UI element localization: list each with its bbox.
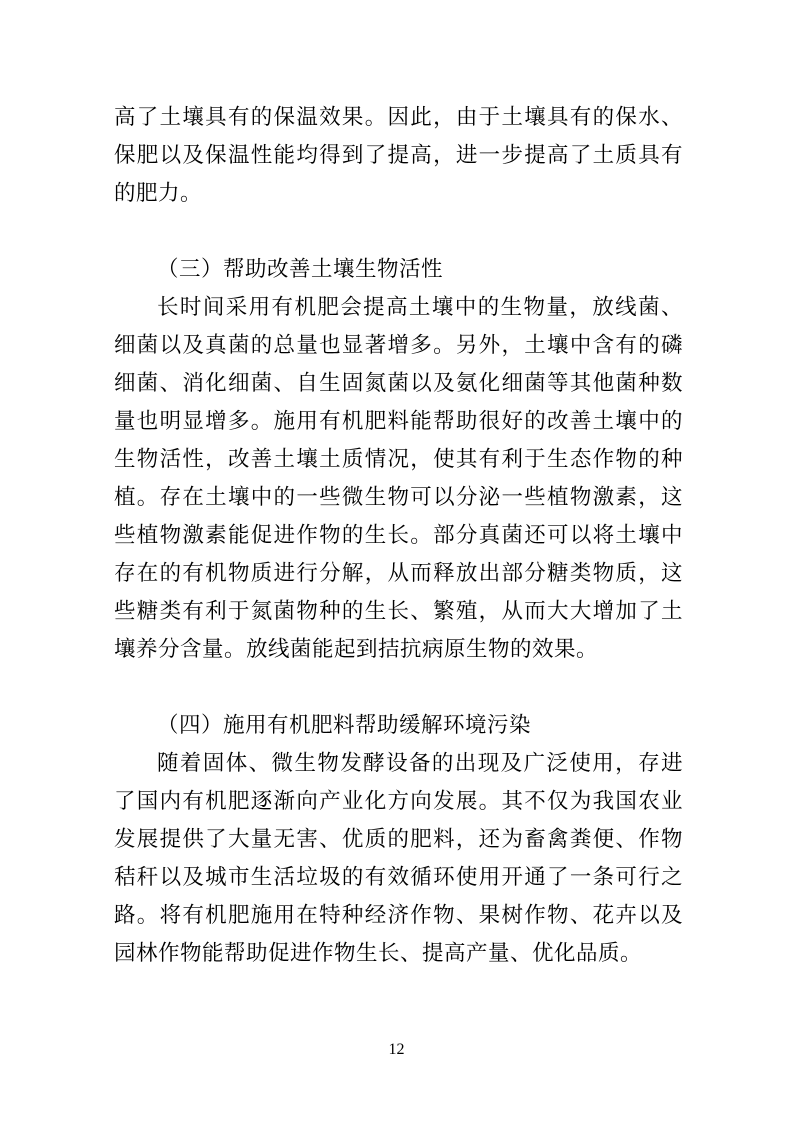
document-body	[114, 98, 683, 972]
section-heading-4: （四）施用有机肥料帮助缓解环境污染	[157, 713, 532, 737]
paragraph-continuation: 高了土壤具有的保温效果。因此，由于土壤具有的保水、保肥以及保温性能均得到了提高，进一步提高了土质具有的肥力。	[114, 105, 683, 205]
page-number: 12	[388, 1041, 405, 1058]
paragraph-section-3: 长时间采用有机肥会提高土壤中的生物量，放线菌、细菌以及真菌的总量也显著增多。另外，土壤中含有的磷细菌、消化细菌、自生固氮菌以及氨化细菌等其他菌种数量也明显增多。施用有机肥料能帮助很好的改善土壤中的生物活性，改善土壤土质情况，使其有利于生态作物的种植。存在土壤中的一些微生物可以分泌一些植物激素，这些植物激素能促进作物的生长。部分真菌还可以将土壤中存在的有机物质进行分解，从而释放出部分糖类物质，这些糖类有利于氮菌物种的生长、繁殖，从而大大增加了土壤养分含量。放线菌能起到拮抗病原生物的效果。	[114, 295, 683, 661]
section-heading-3: （三）帮助改善土壤生物活性	[157, 257, 444, 281]
paragraph-section-4: 随着固体、微生物发酵设备的出现及广泛使用，存进了国内有机肥逐渐向产业化方向发展。其不仅为我国农业发展提供了大量无害、优质的肥料，还为畜禽粪便、作物秸秆以及城市生活垃圾的有效循环使用开通了一条可行之路。将有机肥施用在特种经济作物、果树作物、花卉以及园林作物能帮助促进作物生长、提高产量、优化品质。	[114, 751, 683, 965]
page-footer	[0, 1040, 793, 1060]
